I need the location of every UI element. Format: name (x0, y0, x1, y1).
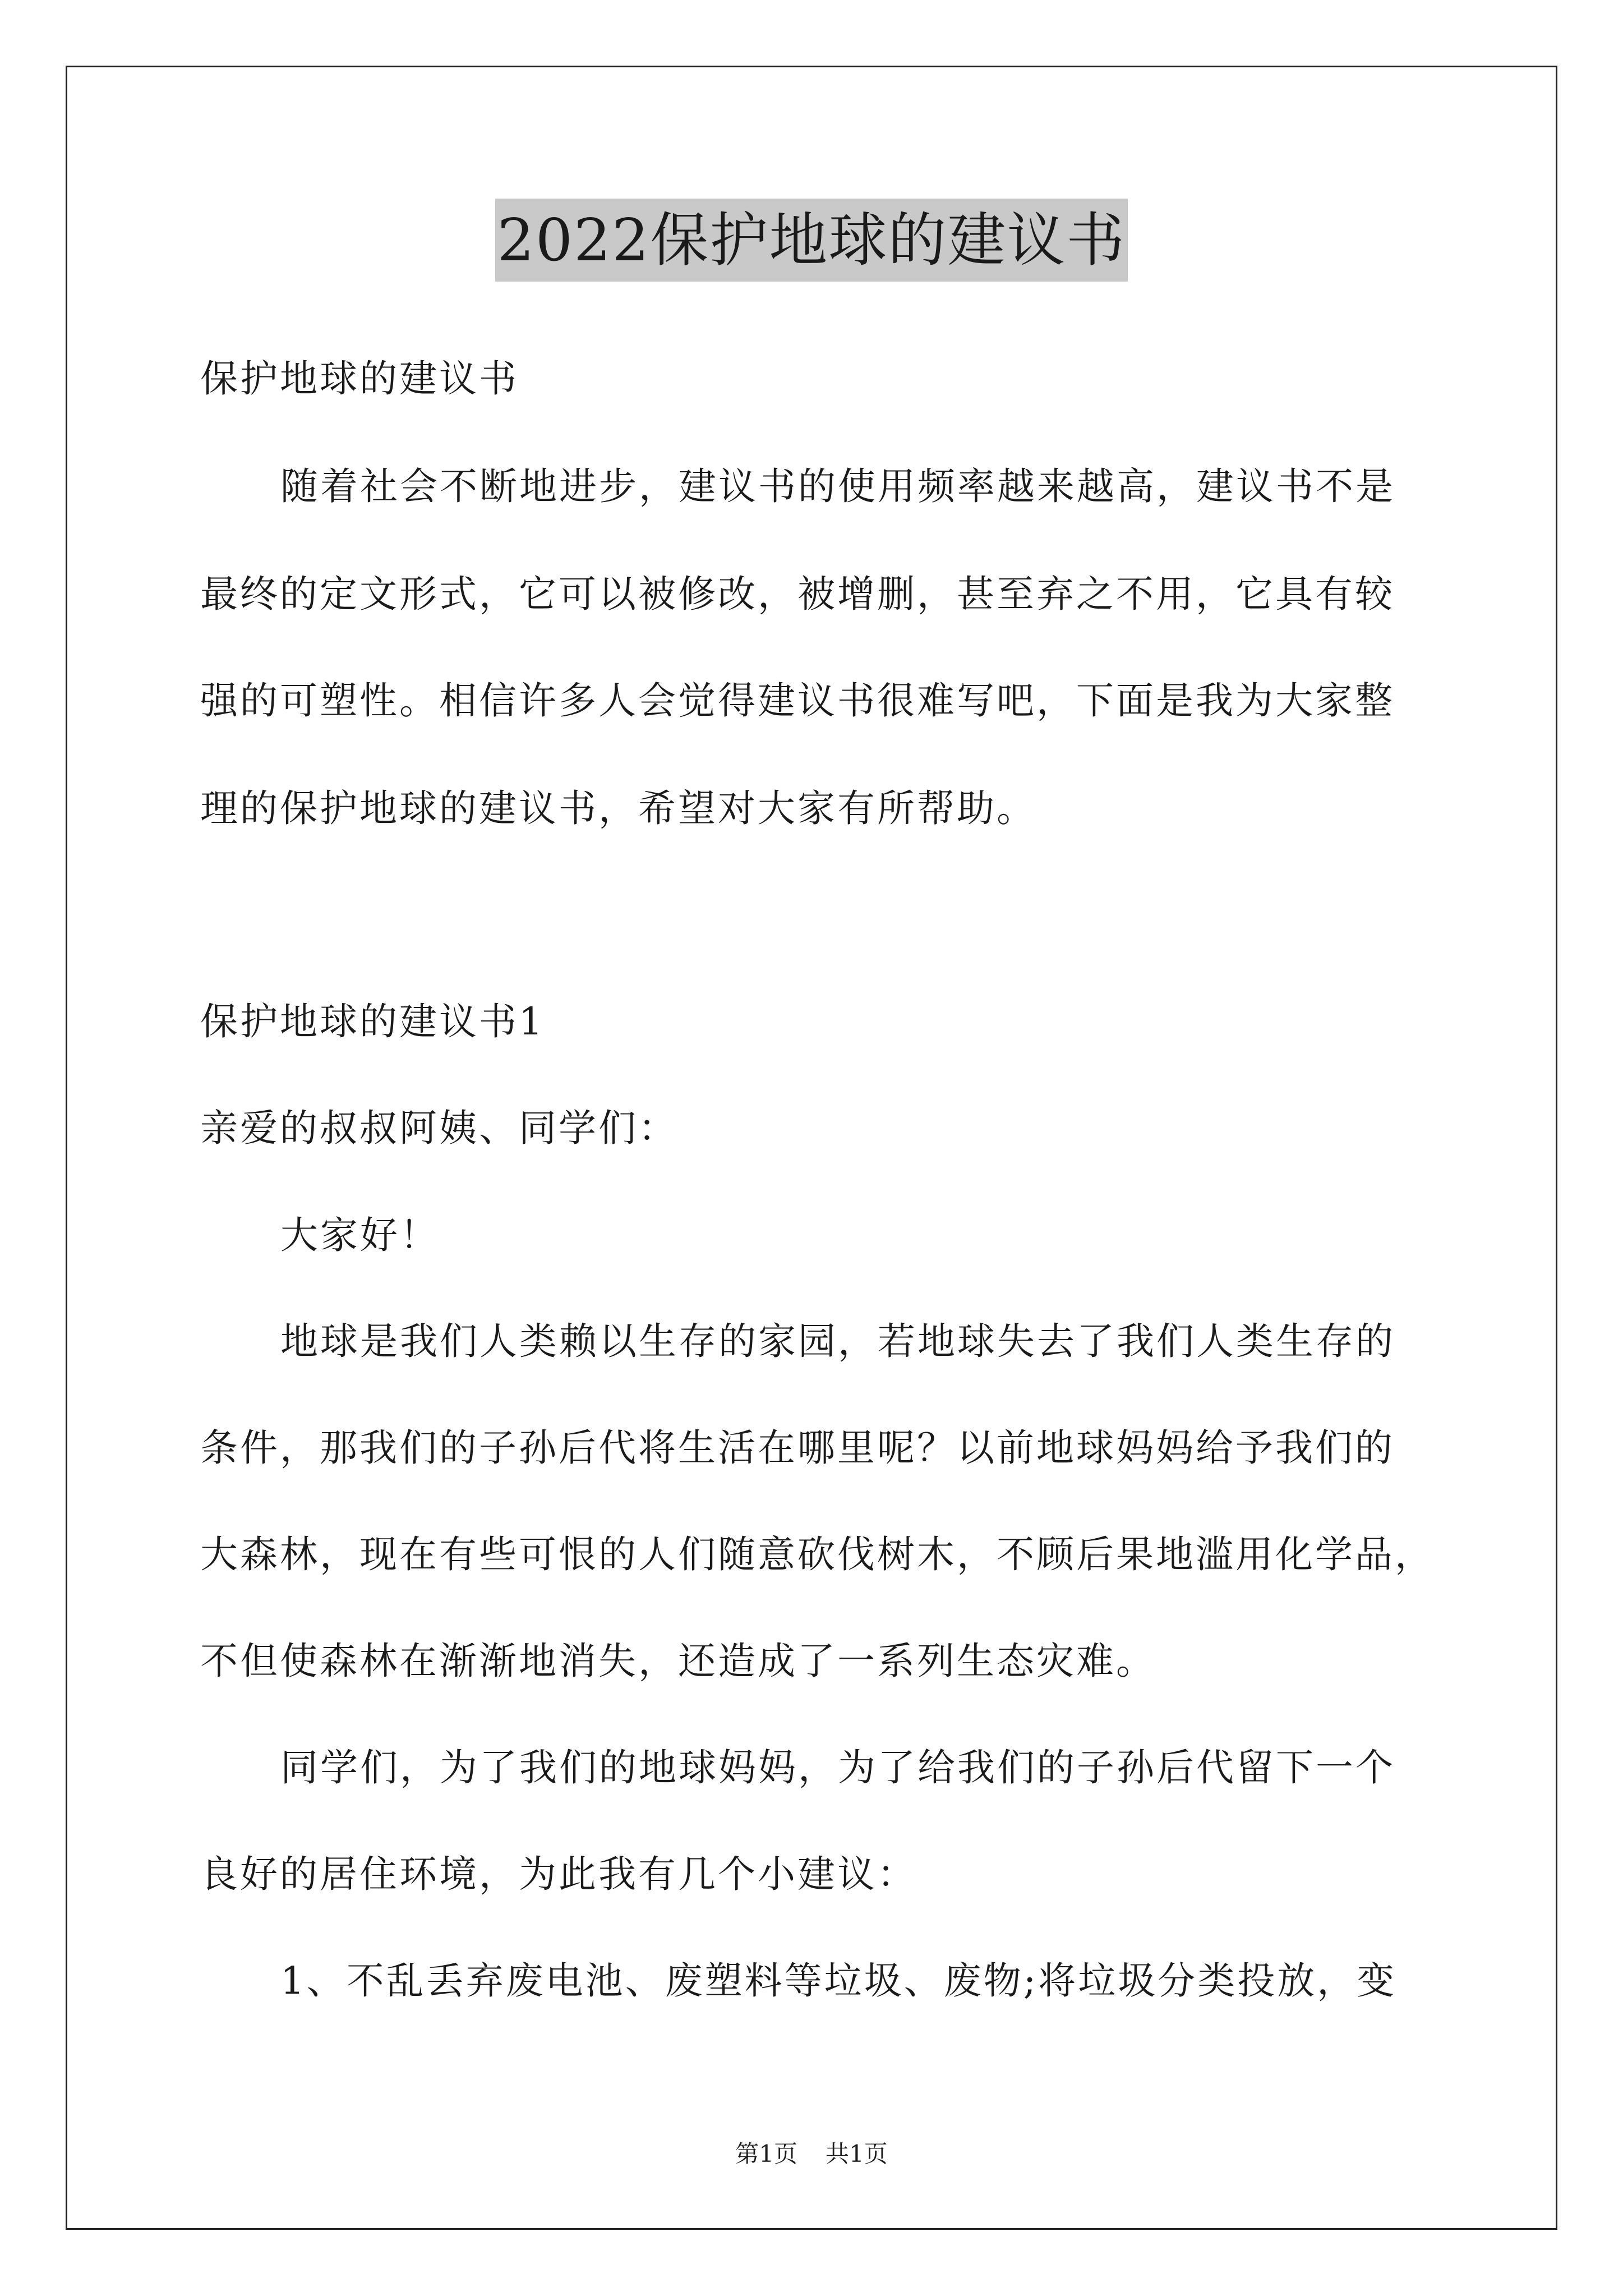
paragraph-line: 良好的居住环境，为此我有几个小建议： (200, 1852, 917, 1896)
paragraph-line: 地球是我们人类赖以生存的家园，若地球失去了我们人类生存的 (280, 1319, 1395, 1363)
page-footer (0, 2137, 1623, 2171)
paragraph-line: 强的可塑性。相信许多人会觉得建议书很难写吧，下面是我为大家整 (200, 679, 1395, 723)
greeting: 大家好！ (280, 1213, 440, 1257)
salutation: 亲爱的叔叔阿姨、同学们： (200, 1106, 678, 1150)
section-heading: 保护地球的建议书 (200, 357, 519, 401)
paragraph-line: 条件，那我们的子孙后代将生活在哪里呢？以前地球妈妈给予我们的 (200, 1426, 1395, 1470)
paragraph-line: 理的保护地球的建议书，希望对大家有所帮助。 (200, 786, 1036, 830)
title-wrap (0, 199, 1623, 282)
paragraph-line: 同学们，为了我们的地球妈妈，为了给我们的子孙后代留下一个 (280, 1746, 1395, 1789)
paragraph-line: 大森林，现在有些可恨的人们随意砍伐树木，不顾后果地滥用化学品， (200, 1533, 1435, 1576)
page-total: 共1页 (826, 2140, 888, 2168)
paragraph-line: 随着社会不断地进步，建议书的使用频率越来越高，建议书不是 (280, 464, 1395, 508)
paragraph-line: 最终的定文形式，它可以被修改，被增删，甚至弃之不用，它具有较 (200, 572, 1395, 616)
paragraph-line: 不但使森林在渐渐地消失，还造成了一系列生态灾难。 (200, 1639, 1156, 1683)
section-heading: 保护地球的建议书1 (200, 1000, 545, 1043)
list-item: 1、不乱丢弃废电池、废塑料等垃圾、废物;将垃圾分类投放，变 (280, 1959, 1397, 2003)
page-number: 第1页 (735, 2140, 797, 2168)
document-title: 2022保护地球的建议书 (495, 199, 1128, 282)
